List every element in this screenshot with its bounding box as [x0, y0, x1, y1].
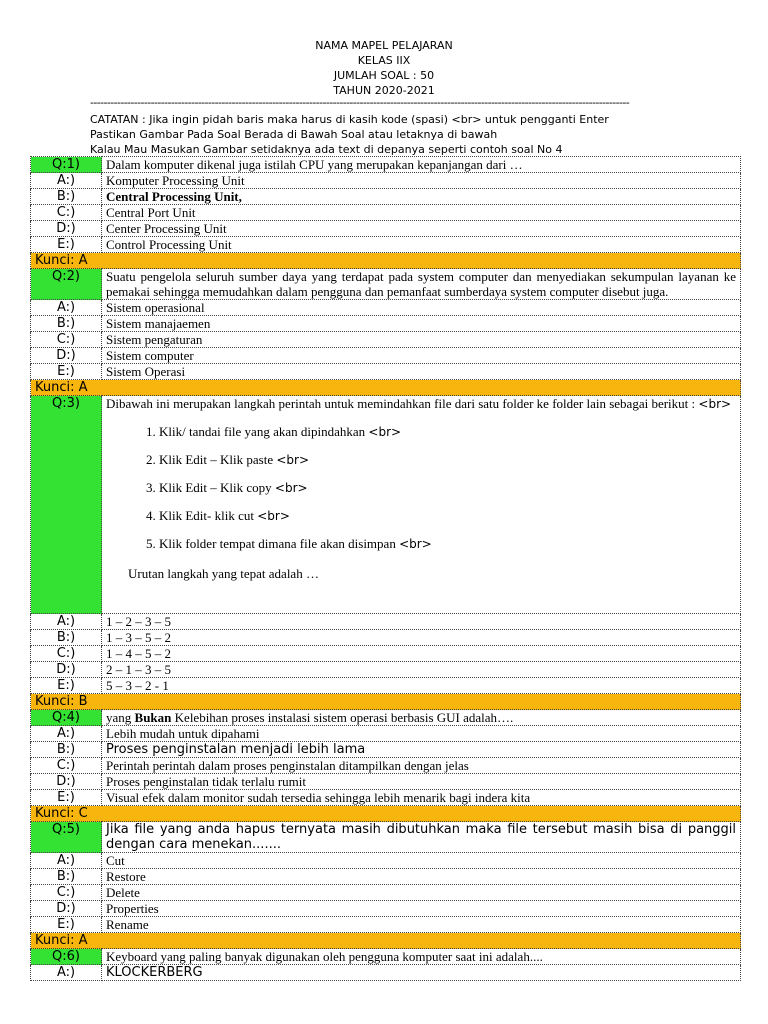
option-label: A:) — [31, 300, 102, 316]
question-count-line: JUMLAH SOAL : 50 — [333, 69, 435, 82]
question-text: Suatu pengelola seluruh sumber daya yang terdapat pada system computer dan menyediakan sekumpulan layanan ke pemakai sehingga memudahkan dalam pengguna dan pemanfaat sumberdaya system computer disebut juga. — [102, 269, 741, 300]
option-text: Sistem manajaemen — [102, 316, 741, 332]
question-row — [31, 822, 741, 853]
option-text: Properties — [102, 901, 741, 917]
option-text: Delete — [102, 885, 741, 901]
note-line-3: Kalau Mau Masukan Gambar setidaknya ada text di depanya seperti contoh soal No 4 — [90, 143, 563, 156]
question-text-part: Kelebihan proses instalasi sistem operasi berbasis GUI adalah…. — [171, 710, 514, 725]
option-row — [31, 965, 741, 981]
option-text: 2 – 1 – 3 – 5 — [102, 662, 741, 678]
option-label: A:) — [31, 614, 102, 630]
option-text: Sistem computer — [102, 348, 741, 364]
question-text: Jika file yang anda hapus ternyata masih dibutuhkan maka file tersebut masih bisa di panggil dengan cara menekan....... — [102, 822, 741, 853]
br-code: <br> — [368, 425, 402, 439]
step-text: 5. Klik folder tempat dimana file akan disimpan — [146, 536, 396, 551]
question-text-block — [102, 396, 741, 614]
option-text: Restore — [102, 869, 741, 885]
option-label: C:) — [31, 646, 102, 662]
note-line-2: Pastikan Gambar Pada Soal Berada di Bawah Soal atau letaknya di bawah — [90, 128, 498, 141]
option-label: E:) — [31, 237, 102, 253]
option-row — [31, 790, 741, 806]
option-label: B:) — [31, 630, 102, 646]
option-text: KLOCKERBERG — [102, 965, 741, 981]
option-label: E:) — [31, 678, 102, 694]
step-item — [146, 508, 736, 524]
option-row — [31, 332, 741, 348]
option-text: Rename — [102, 917, 741, 933]
answer-key-row — [31, 694, 741, 710]
question-text: Dalam komputer dikenal juga istilah CPU yang merupakan kepanjangan dari … — [102, 157, 741, 173]
step-text: 2. Klik Edit – Klik paste — [146, 452, 274, 467]
option-label: A:) — [31, 173, 102, 189]
document-header — [0, 38, 768, 98]
answer-key-row — [31, 933, 741, 949]
answer-key: Kunci: A — [31, 253, 741, 269]
answer-key: Kunci: A — [31, 380, 741, 396]
option-text: Central Port Unit — [102, 205, 741, 221]
option-row — [31, 316, 741, 332]
option-text: Control Processing Unit — [102, 237, 741, 253]
question-text-part: yang — [106, 710, 135, 725]
option-label: D:) — [31, 774, 102, 790]
question-text: Dibawah ini merupakan langkah perintah untuk memindahkan file dari satu folder ke folder lain sebagai berikut : — [106, 396, 696, 411]
option-row — [31, 630, 741, 646]
option-label: C:) — [31, 205, 102, 221]
option-row — [31, 348, 741, 364]
option-label: A:) — [31, 726, 102, 742]
option-text: Cut — [102, 853, 741, 869]
question-text: Keyboard yang paling banyak digunakan oleh pengguna komputer saat ini adalah.... — [102, 949, 741, 965]
step-item — [146, 480, 736, 496]
option-row — [31, 853, 741, 869]
option-text-bold: Central Processing Unit, — [106, 189, 242, 204]
option-row — [31, 205, 741, 221]
option-row — [31, 774, 741, 790]
option-label: B:) — [31, 189, 102, 205]
option-label: A:) — [31, 965, 102, 981]
option-text: 1 – 4 – 5 – 2 — [102, 646, 741, 662]
option-row — [31, 678, 741, 694]
option-label: E:) — [31, 364, 102, 380]
option-row — [31, 614, 741, 630]
separator-line: ---------------------------------------------------------------------------------------------------------------------------------------------------------------- — [90, 96, 630, 109]
option-label: C:) — [31, 885, 102, 901]
option-label: D:) — [31, 221, 102, 237]
option-label: B:) — [31, 869, 102, 885]
option-row — [31, 646, 741, 662]
option-row — [31, 726, 741, 742]
step-text: 1. Klik/ tandai file yang akan dipindahkan — [146, 424, 366, 439]
question-row — [31, 949, 741, 965]
answer-key-row — [31, 380, 741, 396]
option-row — [31, 237, 741, 253]
question-prompt: Urutan langkah yang tepat adalah … — [128, 566, 319, 581]
step-item — [146, 424, 736, 440]
answer-key-row — [31, 806, 741, 822]
option-label: B:) — [31, 316, 102, 332]
question-row — [31, 269, 741, 300]
option-text: Sistem Operasi — [102, 364, 741, 380]
option-label: C:) — [31, 758, 102, 774]
answer-key: Kunci: C — [31, 806, 741, 822]
answer-key: Kunci: A — [31, 933, 741, 949]
br-code: <br> — [698, 397, 732, 411]
question-row — [31, 710, 741, 726]
option-row — [31, 221, 741, 237]
question-label: Q:3) — [31, 396, 102, 614]
br-code: <br> — [257, 509, 290, 523]
option-text: Proses penginstalan menjadi lebih lama — [102, 742, 741, 758]
option-row — [31, 662, 741, 678]
option-row — [31, 189, 741, 205]
option-row — [31, 300, 741, 316]
option-row — [31, 758, 741, 774]
question-row — [31, 396, 741, 614]
option-row — [31, 364, 741, 380]
question-label: Q:6) — [31, 949, 102, 965]
option-row — [31, 917, 741, 933]
option-text: Komputer Processing Unit — [102, 173, 741, 189]
option-label: D:) — [31, 901, 102, 917]
step-item — [146, 452, 736, 468]
class-line: KELAS IIX — [357, 54, 411, 67]
option-text: 1 – 2 – 3 – 5 — [102, 614, 741, 630]
option-row — [31, 173, 741, 189]
question-row — [31, 157, 741, 173]
year-line: TAHUN 2020-2021 — [333, 84, 435, 97]
question-label: Q:5) — [31, 822, 102, 853]
option-text: Sistem pengaturan — [102, 332, 741, 348]
option-label: C:) — [31, 332, 102, 348]
option-text: Sistem operasional — [102, 300, 741, 316]
option-row — [31, 885, 741, 901]
option-text: Perintah perintah dalam proses penginstalan ditampilkan dengan jelas — [102, 758, 741, 774]
br-code: <br> — [399, 537, 432, 551]
option-label: A:) — [31, 853, 102, 869]
option-label: E:) — [31, 790, 102, 806]
notes-block — [90, 112, 609, 157]
option-row — [31, 742, 741, 758]
option-label: D:) — [31, 348, 102, 364]
option-text: Proses penginstalan tidak terlalu rumit — [102, 774, 741, 790]
step-item — [146, 536, 736, 552]
step-text: 3. Klik Edit – Klik copy — [146, 480, 272, 495]
option-label: E:) — [31, 917, 102, 933]
subject-title: NAMA MAPEL PELAJARAN — [315, 39, 453, 52]
question-label: Q:2) — [31, 269, 102, 300]
step-text: 4. Klik Edit- klik cut — [146, 508, 254, 523]
option-label: D:) — [31, 662, 102, 678]
question-text-bold: Bukan — [134, 710, 172, 725]
question-label: Q:1) — [31, 157, 102, 173]
br-code: <br> — [276, 453, 310, 467]
option-text: Visual efek dalam monitor sudah tersedia sehingga lebih menarik bagi indera kita — [102, 790, 741, 806]
question-label: Q:4) — [31, 710, 102, 726]
question-table — [30, 156, 741, 981]
option-text: Lebih mudah untuk dipahami — [102, 726, 741, 742]
option-row — [31, 901, 741, 917]
note-line-1: CATATAN : Jika ingin pidah baris maka harus di kasih kode (spasi) <br> untuk pengganti Enter — [90, 113, 609, 126]
step-list — [146, 424, 736, 552]
option-text: 5 – 3 – 2 - 1 — [102, 678, 741, 694]
option-text — [102, 189, 741, 205]
option-text: Center Processing Unit — [102, 221, 741, 237]
option-row — [31, 869, 741, 885]
question-text — [102, 710, 741, 726]
br-code: <br> — [274, 481, 308, 495]
answer-key-row — [31, 253, 741, 269]
option-text: 1 – 3 – 5 – 2 — [102, 630, 741, 646]
answer-key: Kunci: B — [31, 694, 741, 710]
option-label: B:) — [31, 742, 102, 758]
